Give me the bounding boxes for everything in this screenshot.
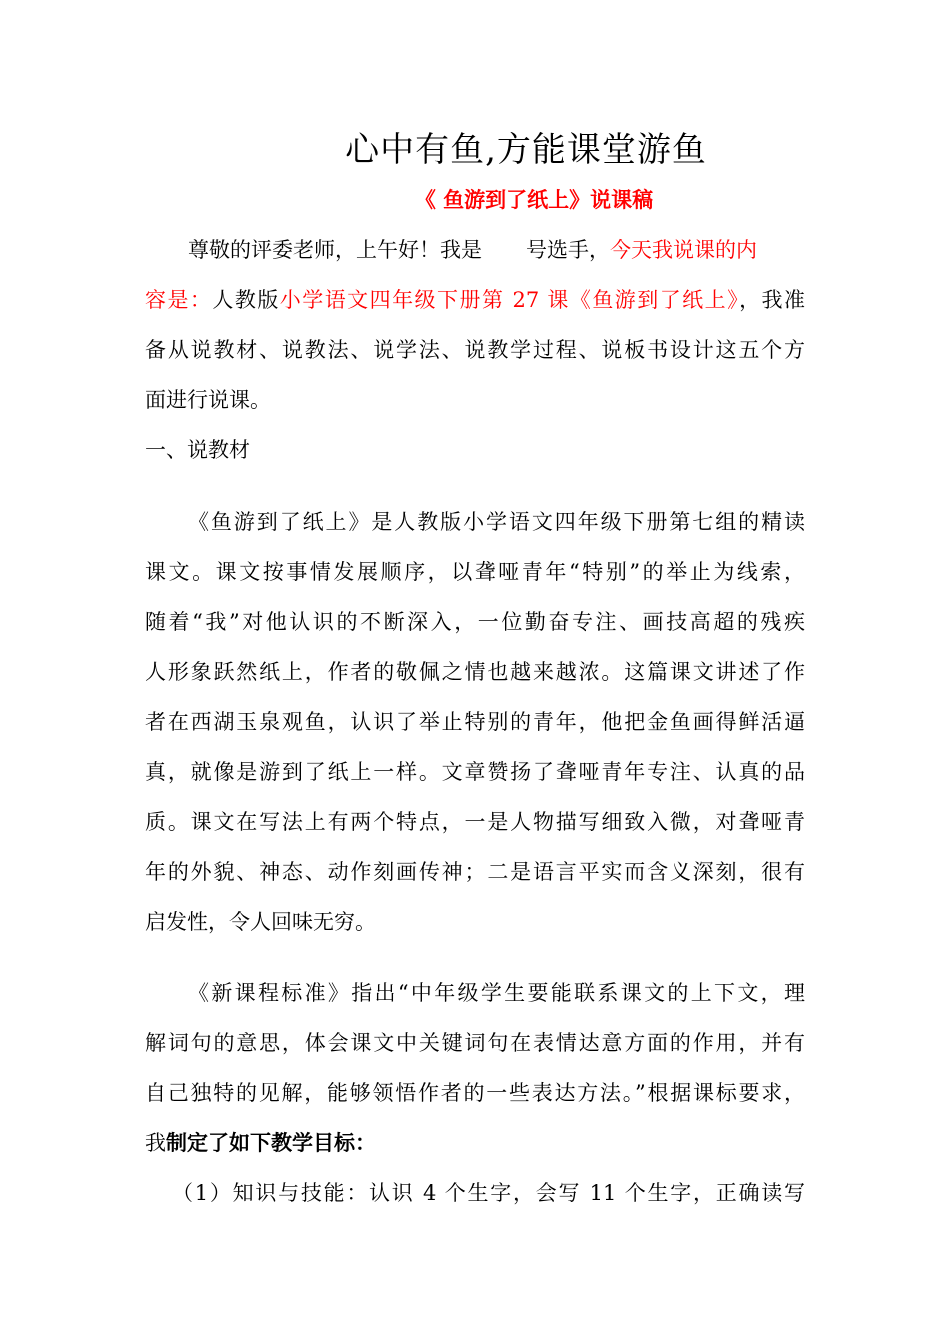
paragraph-line: 质。课文在写法上有两个特点，一是人物描写细致入微，对聋哑青 <box>145 810 805 834</box>
intro-highlight-1: 今天我说课的内 <box>610 238 757 262</box>
page-title: 心中有鱼,方能课堂游鱼 <box>345 130 707 170</box>
paragraph-line: 年的外貌、神态、动作刻画传神；二是语言平实而含义深刻，很有 <box>145 860 805 884</box>
paragraph-line: 真，就像是游到了纸上一样。文章赞扬了聋哑青年专注、认真的品 <box>145 760 805 784</box>
intro-line-3: 备从说教材、说教法、说学法、说教学过程、说板书设计这五个方 <box>145 338 805 362</box>
lesson-reference: 小学语文四年级下册第 27 课《鱼游到了纸上》 <box>279 288 740 312</box>
intro-continue: ，我准 <box>739 288 806 312</box>
paragraph-line: 启发性，令人回味无穷。 <box>145 910 376 934</box>
intro-highlight-2: 容是： <box>145 288 213 312</box>
paragraph-line: 解词句的意思，体会课文中关键词句在表情达意方面的作用，并有 <box>145 1031 805 1055</box>
intro-line-1 <box>188 235 757 265</box>
paragraph-line: 人形象跃然纸上，作者的敬佩之情也越来越浓。这篇课文讲述了作 <box>145 660 805 684</box>
paragraph-line: 课文。课文按事情发展顺序，以聋哑青年“特别”的举止为线索， <box>145 560 805 584</box>
goals-intro-bold: 制定了如下教学目标： <box>166 1130 376 1155</box>
paragraph-line: 《新课程标准》指出“中年级学生要能联系课文的上下文，理 <box>188 981 805 1005</box>
publisher-text: 人教版 <box>212 288 280 312</box>
paragraph-line: 自己独特的见解，能够领悟作者的一些表达方法。”根据课标要求， <box>145 1081 805 1105</box>
section-heading: 一、说教材 <box>145 438 250 462</box>
paragraph-line: 《鱼游到了纸上》是人教版小学语文四年级下册第七组的精读 <box>188 510 805 534</box>
goals-intro-prefix: 我 <box>145 1131 166 1155</box>
goal-item-1: （1）知识与技能：认识 4 个生字，会写 11 个生字，正确读写 <box>172 1181 805 1205</box>
paragraph-line: 者在西湖玉泉观鱼，认识了举止特别的青年，他把金鱼画得鲜活逼 <box>145 710 805 734</box>
paragraph-line: 随着“我”对他认识的不断深入，一位勤奋专注、画技高超的残疾 <box>145 610 805 634</box>
intro-line-2 <box>145 285 805 315</box>
greeting-text: 尊敬的评委老师，上午好！我是 <box>188 238 482 262</box>
contestant-text: 号选手， <box>526 238 610 262</box>
goals-intro-line <box>145 1128 376 1158</box>
page-subtitle: 《 鱼游到了纸上》说课稿 <box>414 188 654 212</box>
intro-line-4: 面进行说课。 <box>145 388 271 412</box>
